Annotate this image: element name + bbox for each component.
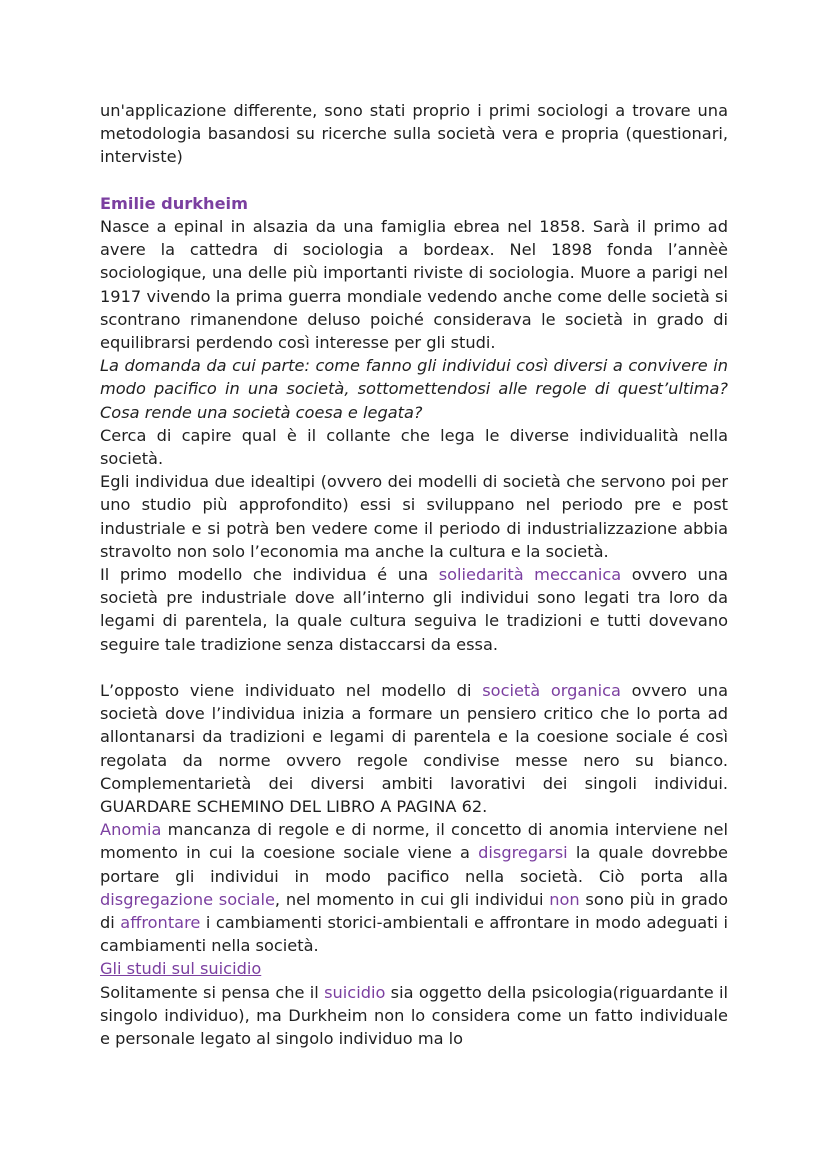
paragraph-question: La domanda da cui parte: come fanno gli individui così diversi a convivere in modo pacifico in una società, sottomettendosi alle regole di quest’ultima? Cosa rende una società coesa e legata? bbox=[100, 356, 728, 422]
document-page bbox=[100, 99, 728, 1050]
paragraph-intro: un'applicazione differente, sono stati proprio i primi sociologi a trovare una metodologia basandosi su ricerche sulla società vera e propria (questionari, interviste) bbox=[100, 101, 728, 167]
text-run: L’opposto viene individuato nel modello di bbox=[100, 681, 483, 701]
spacer bbox=[100, 169, 728, 192]
text-run: sia oggetto della psicologia(riguardante il singolo individuo), ma Durkheim non lo considera come un fatto individuale e personale legato al singolo individuo ma lo bbox=[100, 982, 729, 1049]
text-run: mancanza di regole e di norme, il concetto di anomia interviene nel momento in cui la coesione sociale viene a bbox=[100, 820, 728, 863]
highlight-term: Anomia bbox=[100, 820, 162, 840]
paragraph-biography: Nasce a epinal in alsazia da una famiglia ebrea nel 1858. Sarà il primo ad avere la cattedra di sociologia a bordeax. Nel 1898 fonda l’annèè sociologique, una delle più importanti riviste di sociologia. Muore a parigi nel 1917 vivendo la prima guerra mondiale vedendo anche come delle società si scontrano rimanendone deluso poiché considerava le società in grado di equilibrarsi perdendo così interesse per gli studi. bbox=[100, 217, 728, 353]
highlight-term: non bbox=[549, 889, 580, 909]
highlight-term: società organica bbox=[482, 681, 621, 701]
paragraph-anomia bbox=[100, 818, 728, 957]
highlight-term: disgregarsi bbox=[478, 843, 568, 863]
paragraph-suicidio bbox=[100, 981, 728, 1051]
text-run: i cambiamenti storici-ambientali e affrontare in modo adeguati i cambiamenti nella società. bbox=[100, 913, 729, 956]
text-run: la quale dovrebbe portare gli individui in modo pacifico nella società. Ciò porta alla bbox=[100, 843, 728, 886]
paragraph-societa-organica bbox=[100, 679, 728, 818]
highlight-term: suicidio bbox=[324, 982, 386, 1002]
paragraph-solidarieta-meccanica bbox=[100, 563, 728, 656]
spacer bbox=[100, 656, 728, 679]
text-run: , nel momento in cui gli individui bbox=[274, 889, 550, 909]
text-run: Solitamente si pensa che il bbox=[100, 982, 325, 1002]
text-run: Il primo modello che individua é una bbox=[100, 565, 439, 585]
paragraph-collante: Cerca di capire qual è il collante che lega le diverse individualità nella società. bbox=[100, 425, 728, 469]
highlight-term: affrontare bbox=[120, 913, 201, 933]
text-run: sono più in grado di bbox=[100, 889, 728, 933]
paragraph-idealtipi: Egli individua due idealtipi (ovvero dei modelli di società che servono poi per uno studio più approfondito) essi si sviluppano nel periodo pre e post industriale e si potrà ben vedere come il periodo di industrializzazione abbia stravolto non solo l’economia ma anche la cultura e la società. bbox=[100, 472, 728, 561]
suicidio-link[interactable]: Gli studi sul suicidio bbox=[100, 959, 262, 979]
section-heading-suicidio bbox=[100, 957, 728, 980]
section-heading-durkheim: Emilie durkheim bbox=[100, 193, 248, 213]
text-run: ovvero una società pre industriale dove all’interno gli individui sono legati tra loro da legami di parentela, la quale cultura seguiva le tradizioni e tutti dovevano seguire tale tradizione senza distaccarsi da essa. bbox=[100, 565, 728, 654]
highlight-term: disgregazione sociale bbox=[100, 889, 275, 909]
highlight-term: soliedarità meccanica bbox=[438, 565, 622, 585]
text-run: ovvero una società dove l’individua inizia a formare un pensiero critico che lo porta ad allontanarsi da tradizioni e legami di parentela e la coesione sociale é così regolata da norme ovvero regole condivise messe nero su bianco. Complementarietà dei diversi ambiti lavorativi dei singoli individui. GUARDARE SCHEMINO DEL LIBRO A PAGINA 62. bbox=[100, 681, 728, 817]
